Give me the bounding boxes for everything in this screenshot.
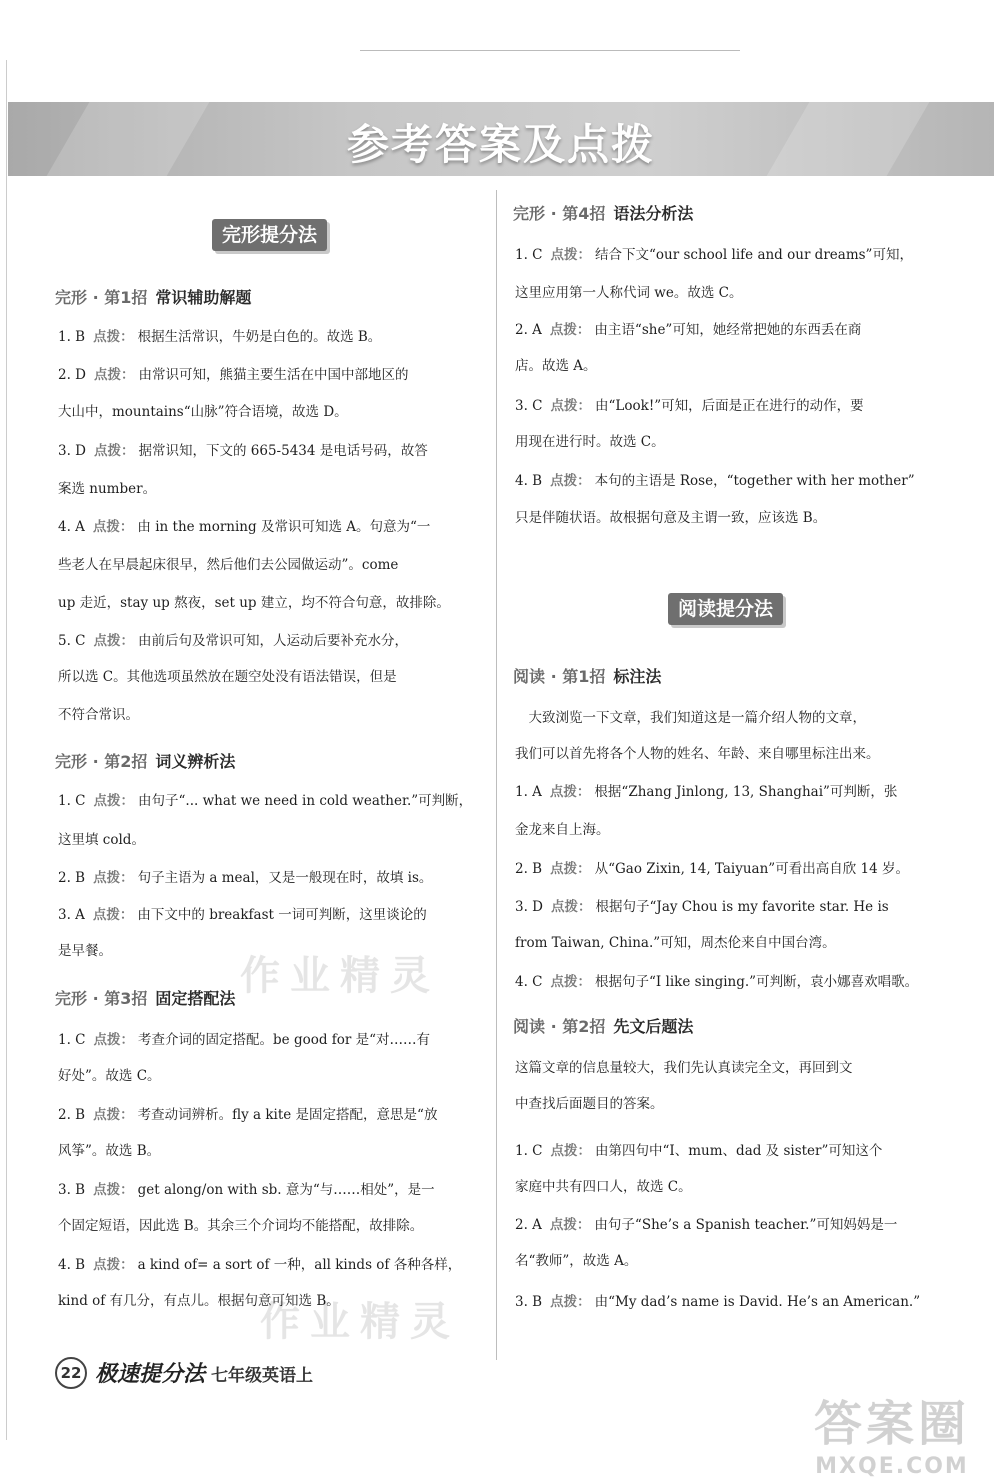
answer-line (515, 897, 889, 917)
answer-line (515, 1058, 853, 1078)
answer-number: 1. C (515, 1143, 543, 1159)
answer-text: 中查找后面题目的答案。 (515, 1096, 664, 1112)
answer-number: 1. C (58, 793, 86, 809)
answer-line (515, 972, 918, 992)
section-heading: 完形 · 第2招 词义辨析法 (55, 752, 236, 771)
watermark: 作业精灵 (260, 1299, 460, 1345)
answer-line (515, 396, 864, 416)
answer-line (58, 667, 397, 687)
dianbo-label: 点拨： (93, 1107, 134, 1123)
dianbo-label: 点拨： (551, 899, 592, 915)
dianbo-label: 点拨： (549, 1217, 591, 1233)
answer-text: 由常识可知，熊猫主要生活在中国中部地区的 (138, 367, 409, 383)
title-banner (8, 102, 994, 176)
answer-text: 据常识知，下文的 665-5434 是电话号码，故答 (138, 443, 428, 459)
answer-line (58, 479, 156, 499)
answer-number: 1. A (515, 784, 542, 800)
answer-text: 用现在进行时。故选 C。 (515, 434, 665, 450)
answer-text: 不符合常识。 (58, 707, 139, 723)
answer-text: 由句子“... what we need in cold weather.”可判断， (138, 793, 473, 809)
answer-number: 2. D (58, 367, 86, 383)
answer-number: 5. C (58, 633, 86, 649)
answer-line (58, 555, 398, 575)
answer-number: 3. B (58, 1182, 86, 1198)
answer-text: 这里应用第一人称代词 we。故选 C。 (515, 285, 743, 301)
answer-line (58, 868, 432, 888)
answer-line (515, 1141, 882, 1161)
watermark: 作业精灵 (240, 953, 440, 999)
top-rule (360, 50, 740, 51)
answer-text: 大山中，mountains“山脉”符合语境，故选 D。 (58, 404, 348, 420)
dianbo-label: 点拨： (92, 907, 134, 923)
answer-number: 2. B (58, 1107, 86, 1123)
answer-line (58, 593, 450, 613)
answer-text: 由“Look!”可知，后面是正在进行的动作，要 (595, 398, 864, 414)
dianbo-label: 点拨： (93, 1257, 134, 1273)
answer-text: 店。故选 A。 (515, 358, 597, 374)
answer-line (58, 402, 348, 422)
dianbo-label: 点拨： (93, 870, 134, 886)
answer-text: 金龙来自上海。 (515, 822, 610, 838)
answer-number: 3. D (58, 443, 86, 459)
answer-line (58, 631, 408, 651)
answer-line (515, 471, 915, 491)
page-edge (6, 60, 7, 1440)
answer-number: 1. B (58, 329, 86, 345)
dianbo-label: 点拨： (93, 1182, 134, 1198)
answer-text: 是早餐。 (58, 943, 112, 959)
answer-text: 考查介词的固定搭配。be good for 是“对……有 (138, 1032, 431, 1048)
answer-line (58, 1030, 430, 1050)
answer-number: 3. D (515, 899, 543, 915)
answer-line (515, 1094, 664, 1114)
dianbo-label: 点拨： (550, 247, 592, 263)
answer-text: 根据句子“I like singing.”可判断，袁小娜喜欢唱歌。 (595, 974, 919, 990)
section-heading: 阅读 · 第2招 先文后题法 (513, 1017, 694, 1036)
answer-text: 大致浏览一下文章，我们知道这是一篇介绍人物的文章， (515, 710, 866, 726)
answer-line (58, 1066, 161, 1086)
answer-text: 个固定短语，因此选 B。其余三个介词均不能搭配，故排除。 (58, 1218, 424, 1234)
dianbo-label: 点拨： (93, 1032, 135, 1048)
answer-text: 结合下文“our school life and our dreams”可知， (595, 247, 913, 263)
answer-line (515, 933, 836, 953)
section-heading: 完形 · 第3招 固定搭配法 (55, 989, 236, 1008)
dianbo-label: 点拨： (93, 329, 134, 345)
answer-number: 2. B (515, 861, 543, 877)
answer-line (515, 356, 597, 376)
answer-number: 4. B (515, 473, 543, 489)
answer-line (515, 320, 861, 340)
answer-number: 3. B (515, 1294, 543, 1310)
answer-text: 根据生活常识，牛奶是白色的。故选 B。 (137, 329, 382, 345)
answer-line (515, 744, 880, 764)
answer-text: 所以选 C。其他选项虽然放在题空处没有语法错误，但是 (58, 669, 397, 685)
answer-text: 由第四句中“I、mum、dad 及 sister”可知这个 (595, 1143, 883, 1159)
answer-line (515, 245, 913, 265)
section-heading: 完形 · 第1招 常识辅助解题 (55, 288, 252, 307)
answer-line (58, 517, 430, 537)
answer-line (515, 1292, 920, 1312)
cloze-tag: 完形提分法 (212, 219, 327, 251)
site-logo: 答案圈 MXQE.COM (813, 1396, 970, 1479)
dianbo-label: 点拨： (550, 473, 591, 489)
answer-line (58, 905, 427, 925)
answer-text: 这里填 cold。 (58, 832, 145, 848)
answer-line (515, 1177, 692, 1197)
answer-text: from Taiwan, China.”可知，周杰伦来自中国台湾。 (515, 935, 836, 951)
answer-line (515, 283, 742, 303)
answer-text: 家庭中共有四口人，故选 C。 (515, 1179, 692, 1195)
dianbo-label: 点拨： (550, 861, 591, 877)
answer-number: 2. B (58, 870, 86, 886)
answer-number: 4. B (58, 1257, 86, 1273)
answer-line (58, 365, 409, 385)
answer-line (58, 791, 472, 811)
dianbo-label: 点拨： (550, 1294, 591, 1310)
answer-line (58, 1105, 437, 1125)
answer-text: 句子主语为 a meal，又是一般现在时，故填 is。 (137, 870, 433, 886)
answer-line (58, 441, 428, 461)
answer-text: 我们可以首先将各个人物的姓名、年龄、来自哪里标注出来。 (515, 746, 880, 762)
answer-line (515, 432, 665, 452)
answer-line (58, 705, 139, 725)
answer-text: 只是伴随状语。故根据句意及主谓一致，应该选 B。 (515, 510, 827, 526)
answer-text: 由主语“she”可知，她经常把她的东西丢在商 (594, 322, 862, 338)
answer-line (58, 941, 112, 961)
answer-text: a kind of= a sort of 一种，all kinds of 各种各样， (137, 1257, 462, 1273)
answer-text: 从“Gao Zixin, 14, Taiyuan”可看出高自欣 14 岁。 (594, 861, 909, 877)
dianbo-label: 点拨： (550, 1143, 592, 1159)
answer-text: 这篇文章的信息量较大，我们先认真读完全文，再回到文 (515, 1060, 853, 1076)
answer-number: 2. A (515, 1217, 542, 1233)
answer-text: 案选 number。 (58, 481, 157, 497)
answer-number: 1. C (58, 1032, 86, 1048)
dianbo-label: 点拨： (549, 784, 591, 800)
answer-number: 3. A (58, 907, 85, 923)
answer-text: kind of 有几分，有点儿。根据句意可知选 B。 (58, 1293, 340, 1309)
answer-text: 些老人在早晨起床很早，然后他们去公园做运动”。come (58, 557, 399, 573)
answer-text: 由 in the morning 及常识可知选 A。句意为“一 (137, 519, 431, 535)
dianbo-label: 点拨： (93, 633, 135, 649)
page-number: 22 (55, 1357, 87, 1389)
answer-line (58, 1180, 435, 1200)
answer-text: 由句子“She’s a Spanish teacher.”可知妈妈是一 (594, 1217, 898, 1233)
answer-number: 3. C (515, 398, 543, 414)
dianbo-label: 点拨： (550, 974, 592, 990)
answer-text: 由下文中的 breakfast 一词可判断，这里谈论的 (137, 907, 427, 923)
page-title: 参考答案及点拨 (346, 120, 655, 169)
answer-text: 根据“Zhang Jinlong, 13, Shanghai”可判断，张 (594, 784, 898, 800)
grade-label: 七年级英语上 (211, 1366, 313, 1386)
answer-text: 风筝”。故选 B。 (58, 1143, 161, 1159)
answer-number: 2. A (515, 322, 542, 338)
answer-text: 考查动词辨析。fly a kite 是固定搭配，意思是“放 (137, 1107, 438, 1123)
dianbo-label: 点拨： (549, 322, 591, 338)
answer-text: 根据句子“Jay Chou is my favorite star. He is (595, 899, 889, 915)
dianbo-label: 点拨： (94, 367, 135, 383)
dianbo-label: 点拨： (94, 443, 135, 459)
answer-number: 1. C (515, 247, 543, 263)
answer-text: 名“教师”，故选 A。 (515, 1253, 638, 1269)
answer-number: 4. C (515, 974, 543, 990)
column-divider (496, 190, 497, 1360)
dianbo-label: 点拨： (550, 398, 592, 414)
answer-line (515, 1215, 897, 1235)
answer-line (515, 1251, 637, 1271)
section-heading: 阅读 · 第1招 标注法 (513, 667, 662, 686)
answer-line (58, 1255, 461, 1275)
dianbo-label: 点拨： (92, 519, 134, 535)
dianbo-label: 点拨： (93, 793, 135, 809)
answer-line (515, 782, 897, 802)
answer-number: 4. A (58, 519, 85, 535)
answer-line (58, 1216, 423, 1236)
answer-line (58, 327, 381, 347)
answer-text: up 走近，stay up 熬夜，set up 建立，均不符合句意，故排除。 (58, 595, 450, 611)
reading-tag: 阅读提分法 (668, 593, 783, 625)
section-heading: 完形 · 第4招 语法分析法 (513, 204, 694, 223)
answer-line (515, 820, 610, 840)
answer-line (58, 1141, 160, 1161)
answer-line (58, 830, 145, 850)
answer-line (515, 508, 826, 528)
answer-line (515, 859, 909, 879)
answer-line (515, 708, 866, 728)
answer-text: 由“My dad’s name is David. He’s an American.” (594, 1294, 921, 1310)
answer-text: 由前后句及常识可知，人运动后要补充水分， (138, 633, 409, 649)
answer-text: 本句的主语是 Rose，“together with her mother” (594, 473, 915, 489)
answer-text: get along/on with sb. 意为“与……相处”，是一 (137, 1182, 435, 1198)
answer-text: 好处”。故选 C。 (58, 1068, 161, 1084)
brand-logo-text: 极速提分法 (95, 1362, 206, 1387)
